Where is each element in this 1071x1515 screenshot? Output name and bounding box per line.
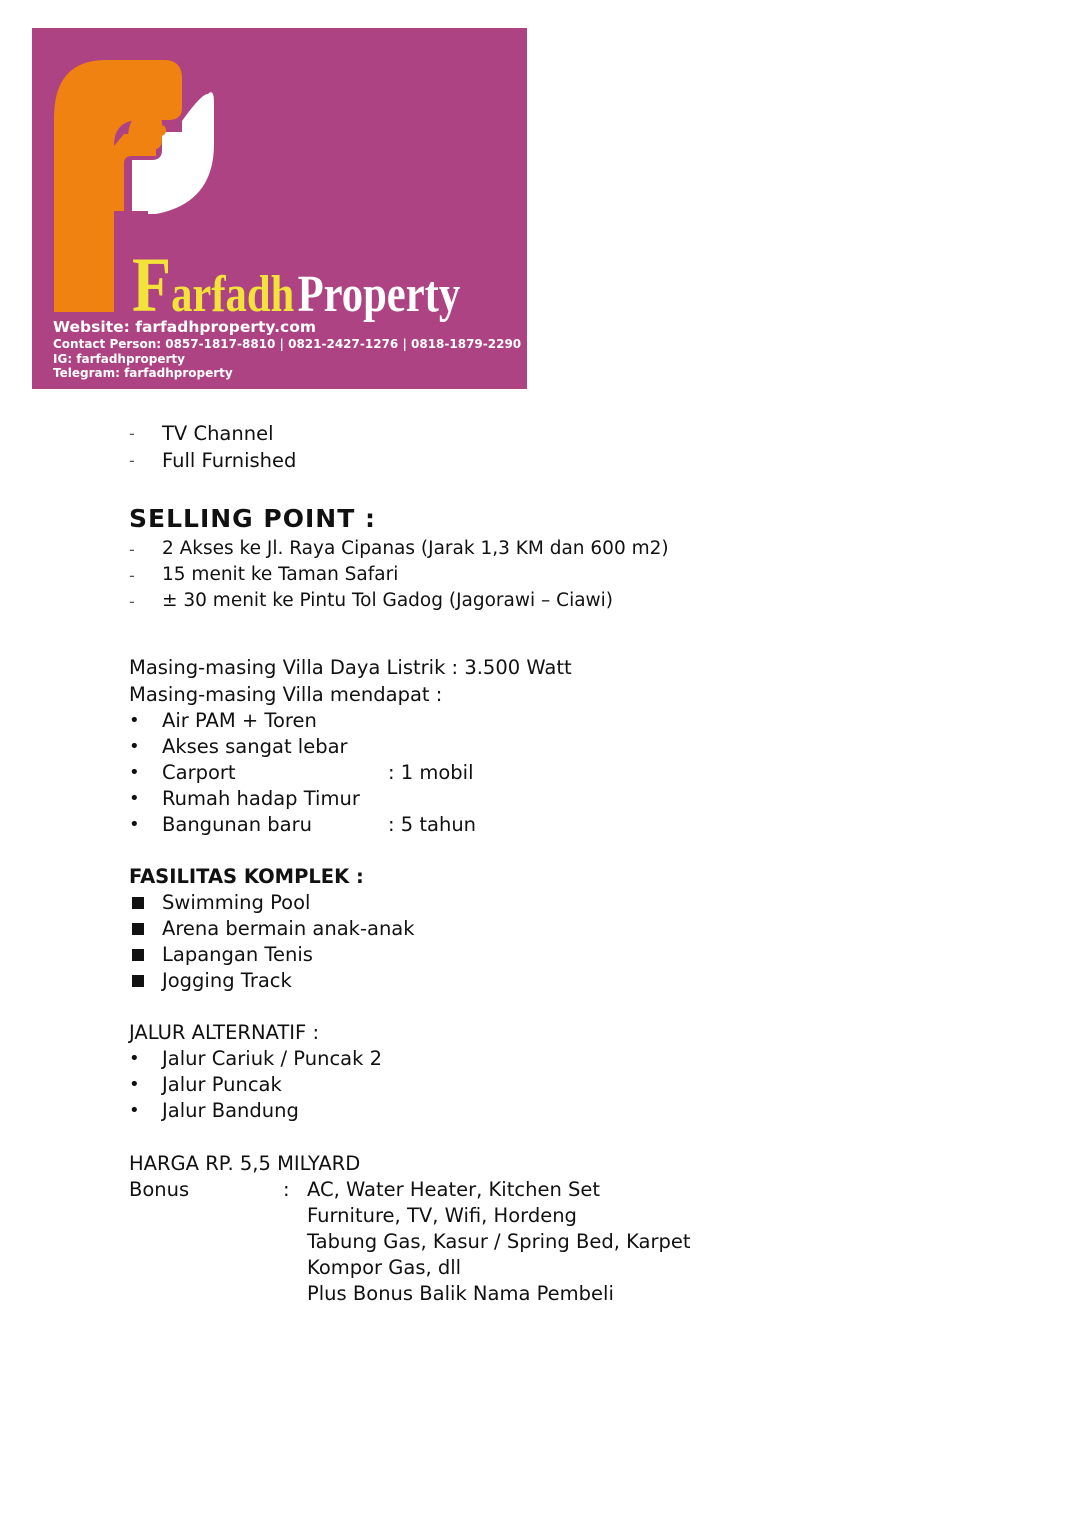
price-line: HARGA RP. 5,5 MILYARD (129, 1152, 361, 1175)
contact-person-text: Contact Person: 0857-1817-8810 | 0821-2427-1276 | 0818-1879-2290 (53, 337, 522, 351)
bullet-marker: • (129, 1074, 140, 1095)
square-bullet-icon (132, 897, 144, 909)
bullet-marker: • (129, 1100, 140, 1121)
bullet-marker: • (129, 736, 140, 757)
bonus-line: Kompor Gas, dll (307, 1256, 462, 1279)
telegram-text: Telegram: farfadhproperty (53, 366, 233, 380)
jalur-heading: JALUR ALTERNATIF : (129, 1021, 320, 1044)
list-item: Akses sangat lebar (162, 735, 348, 758)
selling-point-heading: SELLING POINT : (129, 504, 376, 533)
bonus-line: Plus Bonus Balik Nama Pembeli (307, 1282, 614, 1305)
list-item: Jalur Puncak (162, 1073, 282, 1096)
bullet-marker: • (129, 814, 140, 835)
square-bullet-icon (132, 949, 144, 961)
dash-marker: - (129, 566, 135, 585)
dash-marker: - (129, 540, 135, 559)
bullet-marker: • (129, 788, 140, 809)
bonus-line: AC, Water Heater, Kitchen Set (307, 1178, 601, 1201)
list-item: Rumah hadap Timur (162, 787, 360, 810)
villa-gets-line: Masing-masing Villa mendapat : (129, 683, 443, 706)
instagram-text: IG: farfadhproperty (53, 352, 185, 366)
list-item: Air PAM + Toren (162, 709, 317, 732)
brand-initial: F (132, 241, 172, 328)
list-item: TV Channel (162, 422, 274, 445)
list-item: Arena bermain anak-anak (162, 917, 415, 940)
list-item: Lapangan Tenis (162, 943, 313, 966)
bonus-line: Tabung Gas, Kasur / Spring Bed, Karpet (307, 1230, 691, 1253)
dash-marker: - (129, 451, 135, 470)
square-bullet-icon (132, 923, 144, 935)
bonus-colon: : (283, 1178, 290, 1201)
list-item: Bangunan baru (162, 813, 312, 836)
brand-property: Property (297, 266, 461, 323)
list-item: ± 30 menit ke Pintu Tol Gadog (Jagorawi – Ciawi) (162, 590, 614, 611)
fasilitas-heading: FASILITAS KOMPLEK : (129, 865, 364, 888)
dash-marker: - (129, 592, 135, 611)
website-text: Website: farfadhproperty.com (53, 318, 316, 336)
brand-rest: arfadh (171, 266, 295, 323)
list-item-value: : 5 tahun (388, 813, 477, 836)
list-item: Jalur Bandung (162, 1099, 299, 1122)
list-item-value: : 1 mobil (388, 761, 474, 784)
bonus-line: Furniture, TV, Wifi, Hordeng (307, 1204, 577, 1227)
list-item: Carport (162, 761, 236, 784)
list-item: Jogging Track (162, 969, 292, 992)
list-item: 2 Akses ke Jl. Raya Cipanas (Jarak 1,3 KM dan 600 m2) (162, 538, 669, 559)
list-item: Jalur Cariuk / Puncak 2 (162, 1047, 383, 1070)
bullet-marker: • (129, 762, 140, 783)
bullet-marker: • (129, 710, 140, 731)
bullet-marker: • (129, 1048, 140, 1069)
bonus-label: Bonus (129, 1178, 190, 1201)
list-item: Swimming Pool (162, 891, 311, 914)
list-item: Full Furnished (162, 449, 297, 472)
villa-power-line: Masing-masing Villa Daya Listrik : 3.500 Watt (129, 656, 572, 679)
square-bullet-icon (132, 975, 144, 987)
list-item: 15 menit ke Taman Safari (162, 564, 399, 585)
dash-marker: - (129, 424, 135, 443)
